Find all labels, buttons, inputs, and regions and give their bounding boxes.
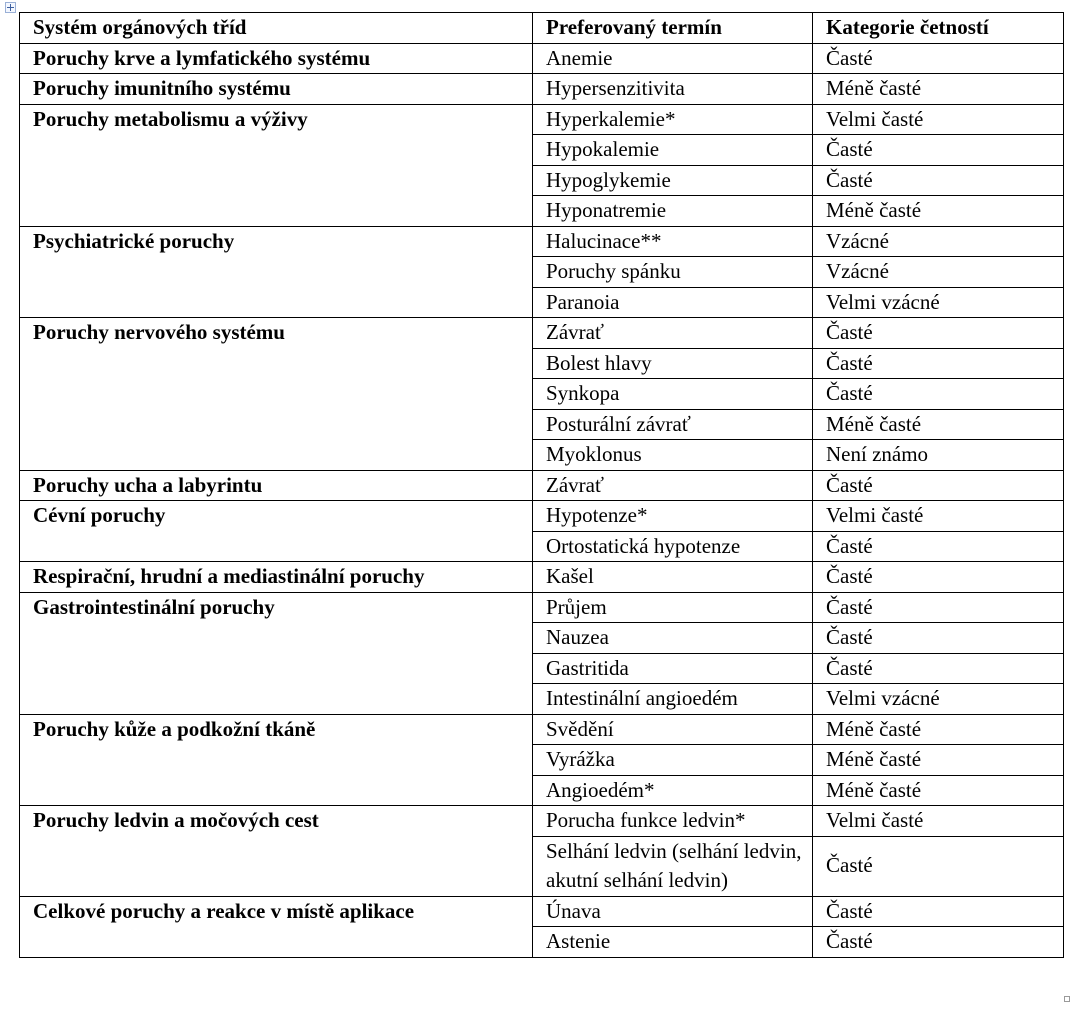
table-move-handle-icon[interactable] bbox=[5, 2, 16, 13]
preferred-term-cell: Halucinace** bbox=[533, 226, 813, 257]
preferred-term-cell: Gastritida bbox=[533, 653, 813, 684]
table-row bbox=[20, 896, 1064, 927]
preferred-term-cell: Angioedém* bbox=[533, 775, 813, 806]
preferred-term-cell: Hypokalemie bbox=[533, 135, 813, 166]
frequency-cell: Méně časté bbox=[813, 409, 1064, 440]
table-row bbox=[20, 104, 1064, 135]
frequency-cell: Časté bbox=[813, 379, 1064, 410]
table-row bbox=[20, 43, 1064, 74]
organ-system-cell: Poruchy ucha a labyrintu bbox=[20, 470, 533, 501]
organ-system-cell: Poruchy nervového systému bbox=[20, 318, 533, 471]
organ-system-cell: Poruchy krve a lymfatického systému bbox=[20, 43, 533, 74]
frequency-cell: Velmi časté bbox=[813, 806, 1064, 837]
frequency-cell: Méně časté bbox=[813, 196, 1064, 227]
organ-system-cell: Celkové poruchy a reakce v místě aplikace bbox=[20, 896, 533, 957]
header-frequency: Kategorie četností bbox=[813, 13, 1064, 44]
frequency-cell: Časté bbox=[813, 43, 1064, 74]
organ-system-cell: Cévní poruchy bbox=[20, 501, 533, 562]
preferred-term-cell: Porucha funkce ledvin* bbox=[533, 806, 813, 837]
frequency-cell: Časté bbox=[813, 531, 1064, 562]
frequency-cell: Časté bbox=[813, 165, 1064, 196]
preferred-term-cell: Bolest hlavy bbox=[533, 348, 813, 379]
table-header-row bbox=[20, 13, 1064, 44]
frequency-cell: Méně časté bbox=[813, 714, 1064, 745]
preferred-term-cell: Hyponatremie bbox=[533, 196, 813, 227]
preferred-term-cell: Hyperkalemie* bbox=[533, 104, 813, 135]
table-row bbox=[20, 226, 1064, 257]
table-row bbox=[20, 562, 1064, 593]
preferred-term-cell: Selhání ledvin (selhání ledvin, akutní selhání ledvin) bbox=[533, 836, 813, 896]
organ-system-cell: Psychiatrické poruchy bbox=[20, 226, 533, 318]
frequency-cell: Časté bbox=[813, 562, 1064, 593]
frequency-cell: Velmi vzácné bbox=[813, 287, 1064, 318]
table-row bbox=[20, 501, 1064, 532]
table-row bbox=[20, 592, 1064, 623]
organ-system-cell: Poruchy ledvin a močových cest bbox=[20, 806, 533, 897]
header-term: Preferovaný termín bbox=[533, 13, 813, 44]
header-soc: Systém orgánových tříd bbox=[20, 13, 533, 44]
frequency-cell: Velmi časté bbox=[813, 104, 1064, 135]
table-row bbox=[20, 74, 1064, 105]
preferred-term-cell: Paranoia bbox=[533, 287, 813, 318]
frequency-cell: Méně časté bbox=[813, 775, 1064, 806]
frequency-cell: Časté bbox=[813, 592, 1064, 623]
frequency-cell: Časté bbox=[813, 836, 1064, 896]
frequency-cell: Časté bbox=[813, 318, 1064, 349]
organ-system-cell: Poruchy metabolismu a výživy bbox=[20, 104, 533, 226]
frequency-cell: Vzácné bbox=[813, 226, 1064, 257]
preferred-term-cell: Hypoglykemie bbox=[533, 165, 813, 196]
preferred-term-cell: Nauzea bbox=[533, 623, 813, 654]
table-row bbox=[20, 318, 1064, 349]
table-row bbox=[20, 806, 1064, 837]
frequency-cell: Velmi časté bbox=[813, 501, 1064, 532]
table-resize-handle-icon[interactable] bbox=[1064, 996, 1070, 1002]
organ-system-cell: Gastrointestinální poruchy bbox=[20, 592, 533, 714]
preferred-term-cell: Závrať bbox=[533, 318, 813, 349]
frequency-cell: Časté bbox=[813, 623, 1064, 654]
frequency-cell: Časté bbox=[813, 135, 1064, 166]
frequency-cell: Méně časté bbox=[813, 745, 1064, 776]
frequency-cell: Časté bbox=[813, 653, 1064, 684]
frequency-cell: Velmi vzácné bbox=[813, 684, 1064, 715]
frequency-cell: Vzácné bbox=[813, 257, 1064, 288]
frequency-cell: Není známo bbox=[813, 440, 1064, 471]
preferred-term-cell: Kašel bbox=[533, 562, 813, 593]
preferred-term-cell: Průjem bbox=[533, 592, 813, 623]
preferred-term-cell: Svědění bbox=[533, 714, 813, 745]
frequency-cell: Časté bbox=[813, 896, 1064, 927]
preferred-term-cell: Intestinální angioedém bbox=[533, 684, 813, 715]
preferred-term-cell: Astenie bbox=[533, 927, 813, 958]
preferred-term-cell: Anemie bbox=[533, 43, 813, 74]
preferred-term-cell: Závrať bbox=[533, 470, 813, 501]
preferred-term-cell: Myoklonus bbox=[533, 440, 813, 471]
preferred-term-cell: Poruchy spánku bbox=[533, 257, 813, 288]
table-row bbox=[20, 470, 1064, 501]
table-body bbox=[20, 43, 1064, 957]
table-row bbox=[20, 714, 1064, 745]
frequency-cell: Časté bbox=[813, 470, 1064, 501]
frequency-cell: Méně časté bbox=[813, 74, 1064, 105]
preferred-term-cell: Únava bbox=[533, 896, 813, 927]
frequency-cell: Časté bbox=[813, 927, 1064, 958]
preferred-term-cell: Hypotenze* bbox=[533, 501, 813, 532]
preferred-term-cell: Posturální závrať bbox=[533, 409, 813, 440]
preferred-term-cell: Ortostatická hypotenze bbox=[533, 531, 813, 562]
organ-system-cell: Respirační, hrudní a mediastinální poruchy bbox=[20, 562, 533, 593]
organ-system-cell: Poruchy imunitního systému bbox=[20, 74, 533, 105]
frequency-cell: Časté bbox=[813, 348, 1064, 379]
preferred-term-cell: Synkopa bbox=[533, 379, 813, 410]
organ-system-cell: Poruchy kůže a podkožní tkáně bbox=[20, 714, 533, 806]
preferred-term-cell: Hypersenzitivita bbox=[533, 74, 813, 105]
preferred-term-cell: Vyrážka bbox=[533, 745, 813, 776]
adverse-reactions-table bbox=[19, 12, 1064, 958]
